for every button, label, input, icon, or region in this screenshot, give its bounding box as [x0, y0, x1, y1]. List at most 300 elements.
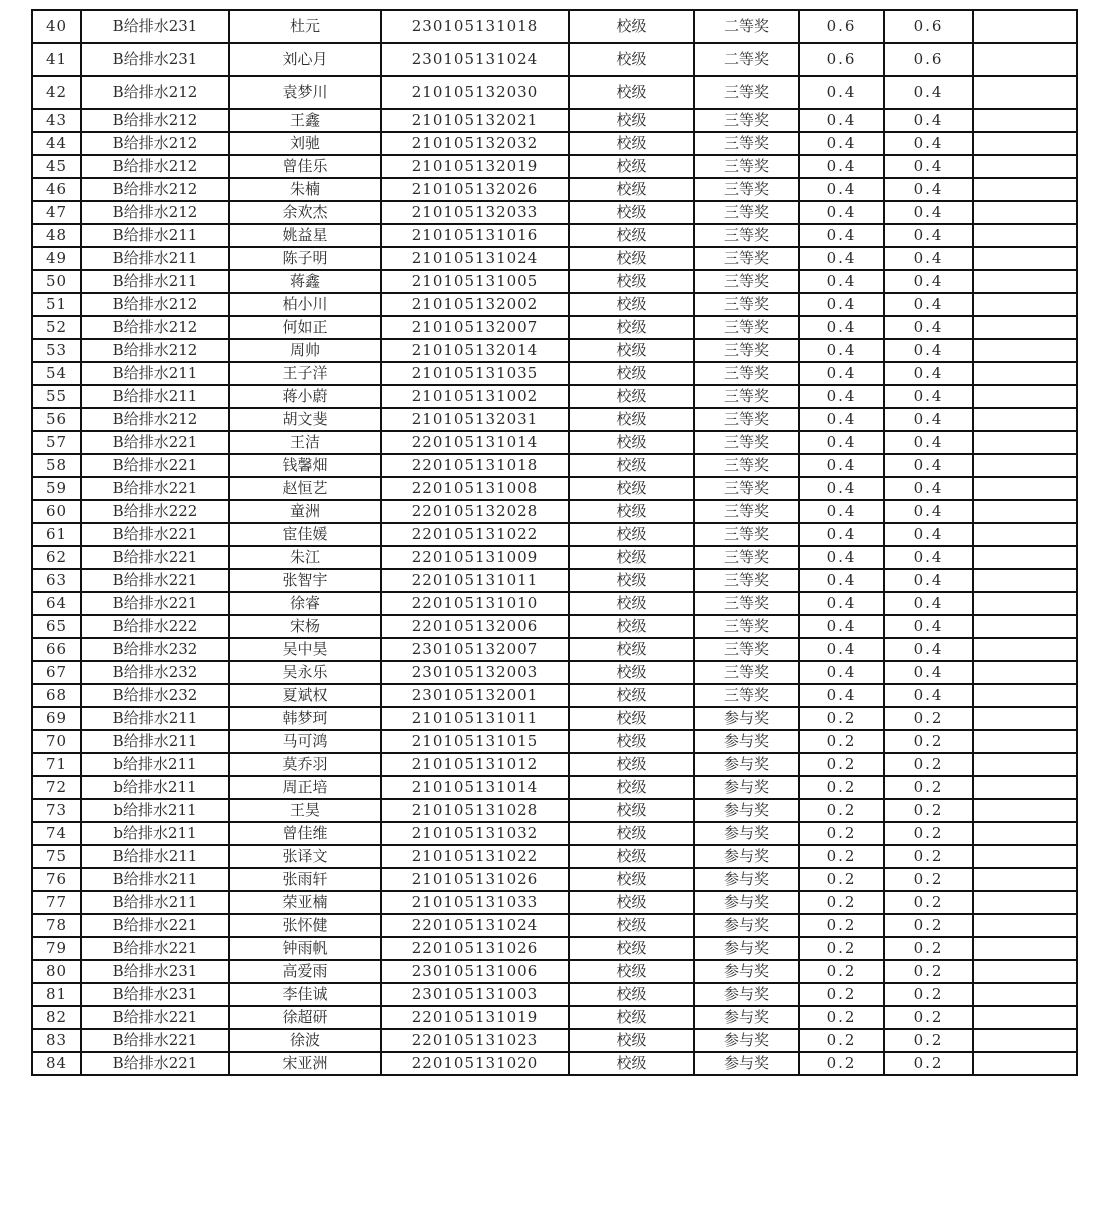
score-cell: 0.4 — [799, 155, 884, 178]
score-cell: 0.4 — [799, 247, 884, 270]
award-level-cell: 校级 — [569, 799, 694, 822]
class-cell: B给排水211 — [81, 270, 229, 293]
award-grade-cell: 三等奖 — [694, 224, 799, 247]
class-cell: b给排水211 — [81, 753, 229, 776]
class-cell: B给排水231 — [81, 10, 229, 43]
score-cell: 0.4 — [799, 523, 884, 546]
class-cell: B给排水221 — [81, 592, 229, 615]
row-number-cell: 45 — [32, 155, 81, 178]
remark-cell — [973, 201, 1077, 224]
row-number-cell: 69 — [32, 707, 81, 730]
class-cell: B给排水211 — [81, 730, 229, 753]
score-cell: 0.2 — [799, 776, 884, 799]
credited-score-cell: 0.2 — [884, 730, 973, 753]
row-number-cell: 80 — [32, 960, 81, 983]
table-row — [32, 10, 1077, 43]
award-grade-cell: 三等奖 — [694, 385, 799, 408]
award-grade-cell: 二等奖 — [694, 43, 799, 76]
score-cell: 0.2 — [799, 960, 884, 983]
student-name-cell: 张怀健 — [229, 914, 381, 937]
remark-cell — [973, 500, 1077, 523]
student-id-cell: 210105131012 — [381, 753, 569, 776]
award-level-cell: 校级 — [569, 10, 694, 43]
award-level-cell: 校级 — [569, 914, 694, 937]
student-id-cell: 220105131020 — [381, 1052, 569, 1075]
table-row — [32, 224, 1077, 247]
remark-cell — [973, 822, 1077, 845]
award-level-cell: 校级 — [569, 983, 694, 1006]
student-name-cell: 钟雨帆 — [229, 937, 381, 960]
award-level-cell: 校级 — [569, 707, 694, 730]
credited-score-cell: 0.4 — [884, 638, 973, 661]
remark-cell — [973, 914, 1077, 937]
student-name-cell: 刘驰 — [229, 132, 381, 155]
award-level-cell: 校级 — [569, 43, 694, 76]
award-level-cell: 校级 — [569, 592, 694, 615]
score-cell: 0.2 — [799, 707, 884, 730]
credited-score-cell: 0.2 — [884, 822, 973, 845]
row-number-cell: 52 — [32, 316, 81, 339]
score-cell: 0.4 — [799, 500, 884, 523]
student-id-cell: 210105132007 — [381, 316, 569, 339]
award-grade-cell: 参与奖 — [694, 868, 799, 891]
credited-score-cell: 0.2 — [884, 960, 973, 983]
credited-score-cell: 0.4 — [884, 76, 973, 109]
award-level-cell: 校级 — [569, 408, 694, 431]
class-cell: B给排水221 — [81, 914, 229, 937]
award-table — [31, 9, 1078, 1076]
class-cell: B给排水212 — [81, 408, 229, 431]
score-cell: 0.4 — [799, 477, 884, 500]
award-grade-cell: 三等奖 — [694, 615, 799, 638]
student-id-cell: 210105131032 — [381, 822, 569, 845]
award-grade-cell: 参与奖 — [694, 1006, 799, 1029]
row-number-cell: 83 — [32, 1029, 81, 1052]
award-level-cell: 校级 — [569, 523, 694, 546]
row-number-cell: 79 — [32, 937, 81, 960]
student-name-cell: 蒋小蔚 — [229, 385, 381, 408]
award-grade-cell: 参与奖 — [694, 914, 799, 937]
credited-score-cell: 0.6 — [884, 10, 973, 43]
student-name-cell: 曾佳维 — [229, 822, 381, 845]
student-name-cell: 荣亚楠 — [229, 891, 381, 914]
student-name-cell: 高爱雨 — [229, 960, 381, 983]
credited-score-cell: 0.4 — [884, 293, 973, 316]
table-row — [32, 132, 1077, 155]
score-cell: 0.4 — [799, 270, 884, 293]
class-cell: B给排水221 — [81, 1006, 229, 1029]
table-body — [32, 10, 1077, 1075]
remark-cell — [973, 43, 1077, 76]
remark-cell — [973, 776, 1077, 799]
student-id-cell: 230105131006 — [381, 960, 569, 983]
remark-cell — [973, 845, 1077, 868]
student-name-cell: 何如正 — [229, 316, 381, 339]
row-number-cell: 68 — [32, 684, 81, 707]
award-level-cell: 校级 — [569, 132, 694, 155]
student-id-cell: 210105131026 — [381, 868, 569, 891]
table-row — [32, 707, 1077, 730]
credited-score-cell: 0.4 — [884, 224, 973, 247]
table-row — [32, 454, 1077, 477]
student-id-cell: 210105132026 — [381, 178, 569, 201]
class-cell: B给排水211 — [81, 247, 229, 270]
row-number-cell: 82 — [32, 1006, 81, 1029]
credited-score-cell: 0.4 — [884, 178, 973, 201]
student-id-cell: 220105131022 — [381, 523, 569, 546]
student-name-cell: 张雨轩 — [229, 868, 381, 891]
student-name-cell: 徐超研 — [229, 1006, 381, 1029]
class-cell: B给排水211 — [81, 845, 229, 868]
award-grade-cell: 三等奖 — [694, 523, 799, 546]
remark-cell — [973, 362, 1077, 385]
class-cell: B给排水231 — [81, 983, 229, 1006]
student-name-cell: 宋亚洲 — [229, 1052, 381, 1075]
score-cell: 0.4 — [799, 385, 884, 408]
table-row — [32, 155, 1077, 178]
student-name-cell: 朱楠 — [229, 178, 381, 201]
award-grade-cell: 三等奖 — [694, 270, 799, 293]
award-grade-cell: 二等奖 — [694, 10, 799, 43]
remark-cell — [973, 523, 1077, 546]
row-number-cell: 43 — [32, 109, 81, 132]
remark-cell — [973, 960, 1077, 983]
award-level-cell: 校级 — [569, 569, 694, 592]
remark-cell — [973, 270, 1077, 293]
class-cell: B给排水212 — [81, 316, 229, 339]
award-level-cell: 校级 — [569, 362, 694, 385]
table-row — [32, 109, 1077, 132]
table-row — [32, 523, 1077, 546]
student-name-cell: 蒋鑫 — [229, 270, 381, 293]
credited-score-cell: 0.2 — [884, 914, 973, 937]
row-number-cell: 77 — [32, 891, 81, 914]
remark-cell — [973, 339, 1077, 362]
student-name-cell: 马可鸿 — [229, 730, 381, 753]
student-id-cell: 210105131011 — [381, 707, 569, 730]
award-level-cell: 校级 — [569, 178, 694, 201]
award-grade-cell: 参与奖 — [694, 1029, 799, 1052]
student-name-cell: 曾佳乐 — [229, 155, 381, 178]
remark-cell — [973, 868, 1077, 891]
table-row — [32, 408, 1077, 431]
remark-cell — [973, 10, 1077, 43]
award-grade-cell: 三等奖 — [694, 592, 799, 615]
class-cell: B给排水211 — [81, 385, 229, 408]
row-number-cell: 48 — [32, 224, 81, 247]
award-grade-cell: 三等奖 — [694, 247, 799, 270]
student-id-cell: 220105132006 — [381, 615, 569, 638]
remark-cell — [973, 730, 1077, 753]
credited-score-cell: 0.4 — [884, 201, 973, 224]
student-id-cell: 220105132028 — [381, 500, 569, 523]
row-number-cell: 44 — [32, 132, 81, 155]
student-id-cell: 220105131008 — [381, 477, 569, 500]
score-cell: 0.2 — [799, 1052, 884, 1075]
row-number-cell: 59 — [32, 477, 81, 500]
award-grade-cell: 参与奖 — [694, 891, 799, 914]
class-cell: B给排水212 — [81, 201, 229, 224]
score-cell: 0.2 — [799, 822, 884, 845]
award-level-cell: 校级 — [569, 1029, 694, 1052]
class-cell: B给排水221 — [81, 937, 229, 960]
credited-score-cell: 0.4 — [884, 247, 973, 270]
student-id-cell: 220105131024 — [381, 914, 569, 937]
table-row — [32, 868, 1077, 891]
remark-cell — [973, 454, 1077, 477]
credited-score-cell: 0.4 — [884, 155, 973, 178]
student-name-cell: 袁梦川 — [229, 76, 381, 109]
award-grade-cell: 三等奖 — [694, 569, 799, 592]
award-grade-cell: 三等奖 — [694, 76, 799, 109]
award-level-cell: 校级 — [569, 293, 694, 316]
table-row — [32, 730, 1077, 753]
award-grade-cell: 三等奖 — [694, 132, 799, 155]
award-grade-cell: 参与奖 — [694, 845, 799, 868]
credited-score-cell: 0.2 — [884, 1052, 973, 1075]
row-number-cell: 74 — [32, 822, 81, 845]
class-cell: B给排水212 — [81, 109, 229, 132]
award-level-cell: 校级 — [569, 339, 694, 362]
row-number-cell: 70 — [32, 730, 81, 753]
award-level-cell: 校级 — [569, 891, 694, 914]
class-cell: B给排水222 — [81, 500, 229, 523]
class-cell: B给排水232 — [81, 684, 229, 707]
credited-score-cell: 0.4 — [884, 569, 973, 592]
student-id-cell: 220105131010 — [381, 592, 569, 615]
remark-cell — [973, 385, 1077, 408]
score-cell: 0.4 — [799, 546, 884, 569]
award-level-cell: 校级 — [569, 730, 694, 753]
score-cell: 0.4 — [799, 316, 884, 339]
student-name-cell: 张智宇 — [229, 569, 381, 592]
table-row — [32, 914, 1077, 937]
student-id-cell: 230105131018 — [381, 10, 569, 43]
row-number-cell: 60 — [32, 500, 81, 523]
student-name-cell: 徐波 — [229, 1029, 381, 1052]
credited-score-cell: 0.2 — [884, 937, 973, 960]
student-name-cell: 杜元 — [229, 10, 381, 43]
remark-cell — [973, 569, 1077, 592]
remark-cell — [973, 132, 1077, 155]
score-cell: 0.6 — [799, 10, 884, 43]
remark-cell — [973, 477, 1077, 500]
table-row — [32, 431, 1077, 454]
award-level-cell: 校级 — [569, 1006, 694, 1029]
row-number-cell: 73 — [32, 799, 81, 822]
score-cell: 0.4 — [799, 569, 884, 592]
table-row — [32, 477, 1077, 500]
table-row — [32, 799, 1077, 822]
class-cell: B给排水221 — [81, 523, 229, 546]
class-cell: B给排水231 — [81, 43, 229, 76]
class-cell: B给排水221 — [81, 477, 229, 500]
row-number-cell: 65 — [32, 615, 81, 638]
row-number-cell: 49 — [32, 247, 81, 270]
award-level-cell: 校级 — [569, 385, 694, 408]
table-row — [32, 385, 1077, 408]
class-cell: B给排水211 — [81, 891, 229, 914]
table-row — [32, 270, 1077, 293]
award-level-cell: 校级 — [569, 1052, 694, 1075]
student-name-cell: 宋杨 — [229, 615, 381, 638]
credited-score-cell: 0.4 — [884, 385, 973, 408]
row-number-cell: 41 — [32, 43, 81, 76]
score-cell: 0.2 — [799, 891, 884, 914]
award-grade-cell: 三等奖 — [694, 362, 799, 385]
student-id-cell: 230105132007 — [381, 638, 569, 661]
row-number-cell: 40 — [32, 10, 81, 43]
table-row — [32, 937, 1077, 960]
remark-cell — [973, 592, 1077, 615]
score-cell: 0.4 — [799, 592, 884, 615]
table-row — [32, 362, 1077, 385]
student-id-cell: 230105132001 — [381, 684, 569, 707]
credited-score-cell: 0.4 — [884, 592, 973, 615]
credited-score-cell: 0.4 — [884, 500, 973, 523]
student-id-cell: 220105131009 — [381, 546, 569, 569]
student-name-cell: 赵恒艺 — [229, 477, 381, 500]
table-row — [32, 615, 1077, 638]
score-cell: 0.6 — [799, 43, 884, 76]
credited-score-cell: 0.4 — [884, 661, 973, 684]
class-cell: b给排水211 — [81, 822, 229, 845]
student-name-cell: 吴永乐 — [229, 661, 381, 684]
award-grade-cell: 三等奖 — [694, 684, 799, 707]
row-number-cell: 66 — [32, 638, 81, 661]
remark-cell — [973, 1029, 1077, 1052]
award-grade-cell: 参与奖 — [694, 776, 799, 799]
table-row — [32, 1052, 1077, 1075]
remark-cell — [973, 247, 1077, 270]
table-row — [32, 247, 1077, 270]
table-row — [32, 661, 1077, 684]
credited-score-cell: 0.4 — [884, 431, 973, 454]
award-level-cell: 校级 — [569, 454, 694, 477]
class-cell: B给排水211 — [81, 362, 229, 385]
student-id-cell: 210105131015 — [381, 730, 569, 753]
score-cell: 0.4 — [799, 339, 884, 362]
credited-score-cell: 0.2 — [884, 845, 973, 868]
student-id-cell: 220105131023 — [381, 1029, 569, 1052]
class-cell: B给排水221 — [81, 1029, 229, 1052]
student-id-cell: 230105131024 — [381, 43, 569, 76]
score-cell: 0.4 — [799, 684, 884, 707]
award-grade-cell: 参与奖 — [694, 960, 799, 983]
student-id-cell: 210105131002 — [381, 385, 569, 408]
score-cell: 0.4 — [799, 224, 884, 247]
award-level-cell: 校级 — [569, 155, 694, 178]
class-cell: B给排水221 — [81, 1052, 229, 1075]
score-cell: 0.4 — [799, 454, 884, 477]
credited-score-cell: 0.2 — [884, 776, 973, 799]
score-cell: 0.4 — [799, 201, 884, 224]
score-cell: 0.2 — [799, 937, 884, 960]
row-number-cell: 55 — [32, 385, 81, 408]
table-row — [32, 500, 1077, 523]
student-name-cell: 王子洋 — [229, 362, 381, 385]
student-id-cell: 210105132019 — [381, 155, 569, 178]
student-name-cell: 韩梦珂 — [229, 707, 381, 730]
class-cell: B给排水212 — [81, 155, 229, 178]
score-cell: 0.4 — [799, 431, 884, 454]
table-row — [32, 822, 1077, 845]
award-level-cell: 校级 — [569, 615, 694, 638]
student-name-cell: 夏斌权 — [229, 684, 381, 707]
credited-score-cell: 0.2 — [884, 891, 973, 914]
student-id-cell: 210105131005 — [381, 270, 569, 293]
remark-cell — [973, 638, 1077, 661]
row-number-cell: 64 — [32, 592, 81, 615]
credited-score-cell: 0.4 — [884, 132, 973, 155]
student-name-cell: 王鑫 — [229, 109, 381, 132]
award-grade-cell: 参与奖 — [694, 799, 799, 822]
remark-cell — [973, 293, 1077, 316]
remark-cell — [973, 753, 1077, 776]
row-number-cell: 71 — [32, 753, 81, 776]
award-level-cell: 校级 — [569, 270, 694, 293]
table-row — [32, 339, 1077, 362]
row-number-cell: 63 — [32, 569, 81, 592]
student-id-cell: 210105132033 — [381, 201, 569, 224]
remark-cell — [973, 684, 1077, 707]
student-id-cell: 220105131026 — [381, 937, 569, 960]
student-id-cell: 220105131018 — [381, 454, 569, 477]
score-cell: 0.4 — [799, 109, 884, 132]
row-number-cell: 78 — [32, 914, 81, 937]
class-cell: B给排水222 — [81, 615, 229, 638]
student-name-cell: 李佳诚 — [229, 983, 381, 1006]
student-name-cell: 周帅 — [229, 339, 381, 362]
score-cell: 0.4 — [799, 661, 884, 684]
award-level-cell: 校级 — [569, 247, 694, 270]
remark-cell — [973, 76, 1077, 109]
class-cell: B给排水221 — [81, 454, 229, 477]
credited-score-cell: 0.4 — [884, 408, 973, 431]
award-level-cell: 校级 — [569, 937, 694, 960]
class-cell: B给排水221 — [81, 569, 229, 592]
row-number-cell: 57 — [32, 431, 81, 454]
student-name-cell: 钱馨畑 — [229, 454, 381, 477]
table-row — [32, 316, 1077, 339]
score-cell: 0.4 — [799, 76, 884, 109]
score-cell: 0.4 — [799, 408, 884, 431]
student-id-cell: 210105131022 — [381, 845, 569, 868]
class-cell: B给排水232 — [81, 638, 229, 661]
award-grade-cell: 参与奖 — [694, 822, 799, 845]
score-cell: 0.2 — [799, 845, 884, 868]
credited-score-cell: 0.4 — [884, 339, 973, 362]
student-name-cell: 徐睿 — [229, 592, 381, 615]
score-cell: 0.2 — [799, 914, 884, 937]
award-grade-cell: 三等奖 — [694, 201, 799, 224]
credited-score-cell: 0.4 — [884, 546, 973, 569]
student-name-cell: 余欢杰 — [229, 201, 381, 224]
row-number-cell: 50 — [32, 270, 81, 293]
student-name-cell: 宦佳媛 — [229, 523, 381, 546]
row-number-cell: 61 — [32, 523, 81, 546]
class-cell: B给排水232 — [81, 661, 229, 684]
remark-cell — [973, 431, 1077, 454]
class-cell: B给排水212 — [81, 132, 229, 155]
student-name-cell: 朱江 — [229, 546, 381, 569]
remark-cell — [973, 615, 1077, 638]
award-grade-cell: 参与奖 — [694, 1052, 799, 1075]
remark-cell — [973, 661, 1077, 684]
remark-cell — [973, 891, 1077, 914]
award-grade-cell: 三等奖 — [694, 661, 799, 684]
student-name-cell: 刘心月 — [229, 43, 381, 76]
